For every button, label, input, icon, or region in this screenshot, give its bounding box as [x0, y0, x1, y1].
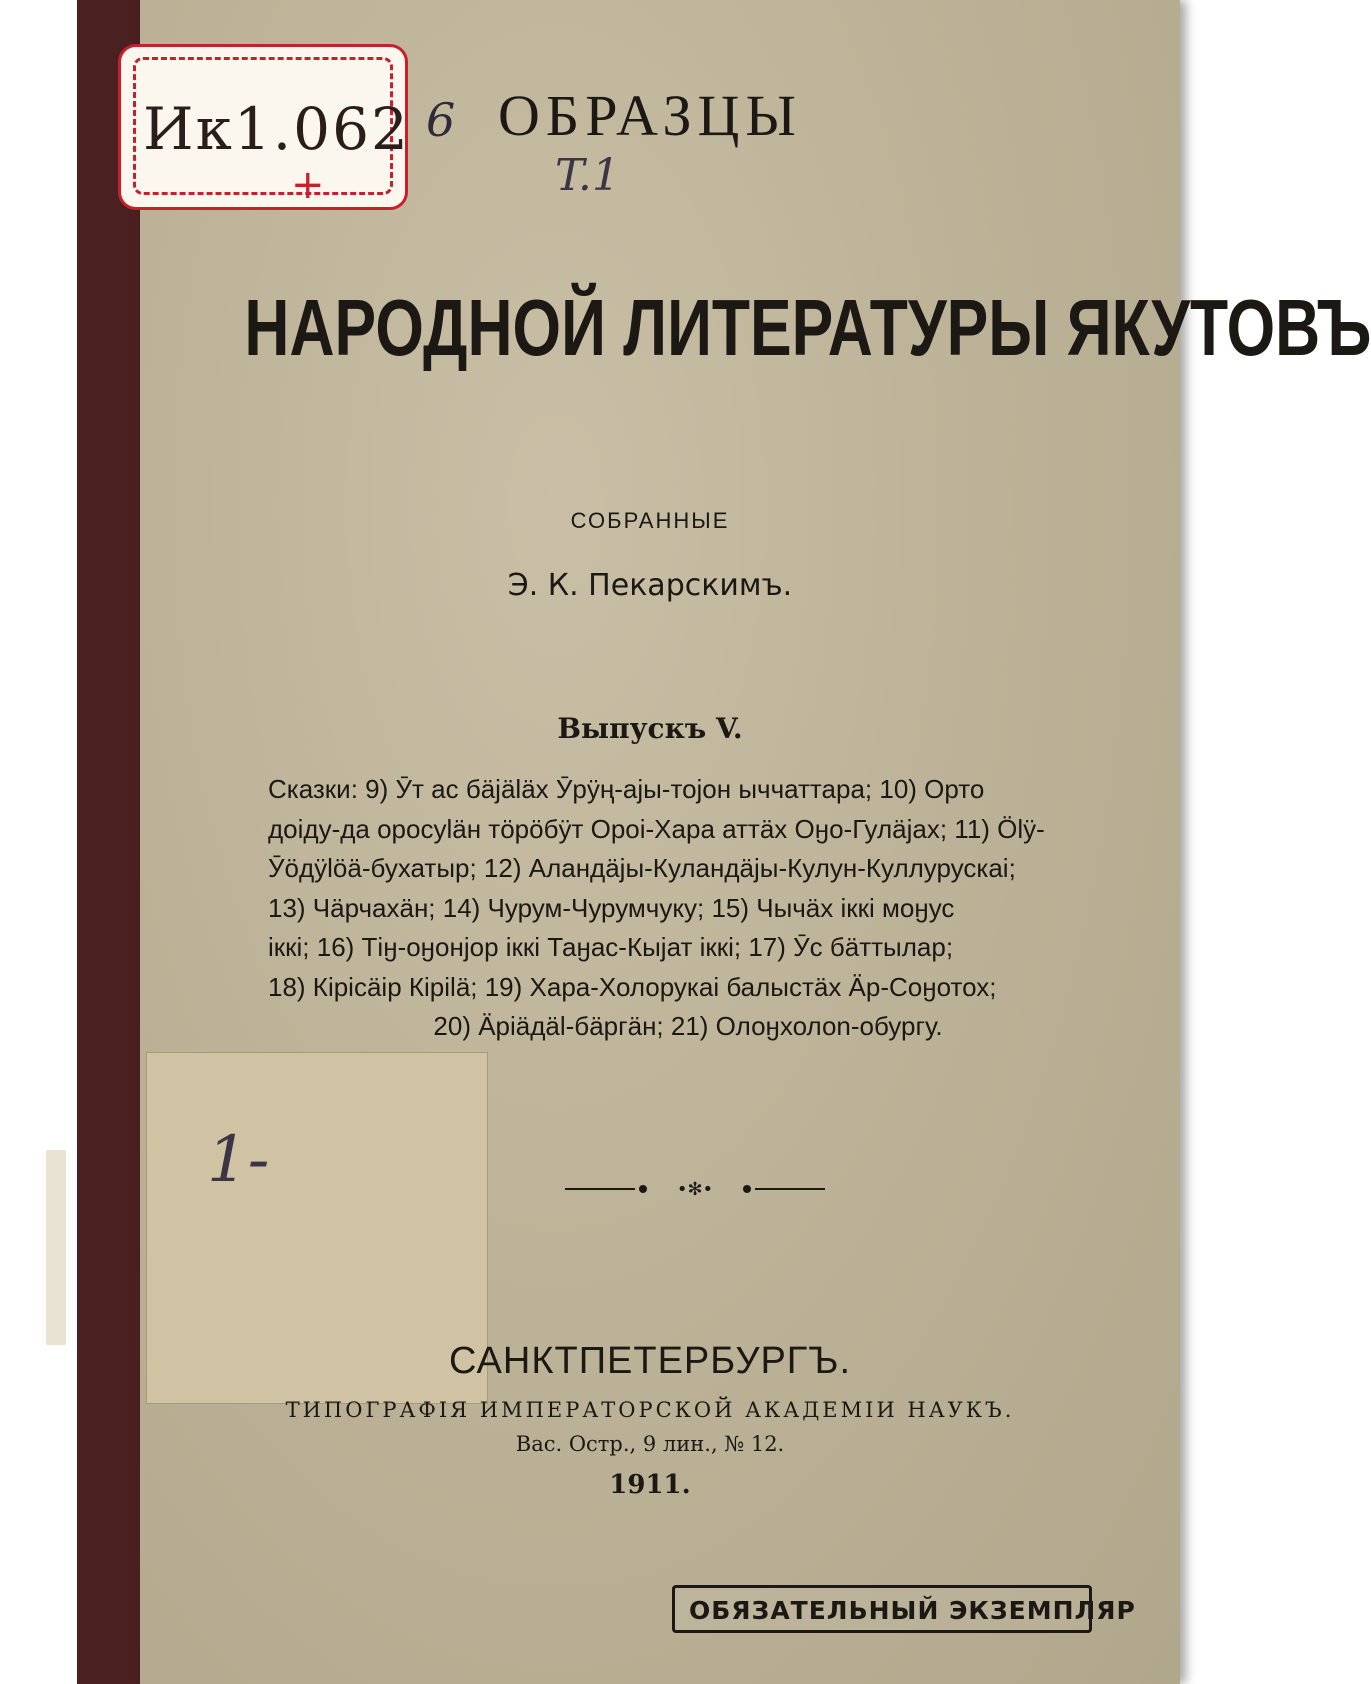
- library-tag-handwriting: 1-: [207, 1123, 270, 1197]
- page-title: НАРОДНОЙ ЛИТЕРАТУРЫ ЯКУТОВЪ: [244, 283, 1371, 372]
- contents-list: [268, 770, 1108, 1047]
- printer-name: ТИПОГРАФІЯ ИМПЕРАТОРСКОЙ АКАДЕМІИ НАУКЪ.: [285, 1398, 1015, 1422]
- ornament-divider-icon: [565, 1178, 825, 1200]
- contents-line: 13) Чäрчахäн; 14) Чурум-Чурумчуку; 15) Чычäх iккi моӈус: [268, 892, 955, 923]
- contents-line: Ӯöдÿlöä-бухатыр; 12) Аландäjы-Куландäjы-Кулун-Куллурускаi;: [268, 853, 1016, 883]
- issue-number: Выпускъ V.: [557, 712, 743, 745]
- contents-line: доiду-да оросуläн тöрöбӱт Ороi-Хара аттäх Оӈо-Гулäjах; 11) Ölÿ-: [268, 813, 1045, 844]
- spine-label-sticker: [46, 1150, 66, 1345]
- legal-deposit-stamp: [672, 1585, 1136, 1633]
- contents-line: Сказки: 9) Ӯт ас бäjäläх Ӯрӱң-ajы-тоjон ыччаттара; 10) Орто: [268, 774, 985, 804]
- handwritten-volume-mark: T.1: [555, 150, 620, 201]
- library-stamp-number: Ик1.062: [143, 95, 410, 163]
- contents-line: 20) Äрiäдäl-бäргäн; 21) Олоӈхолоn-обургу.: [433, 1011, 943, 1041]
- title-top: ОБРАЗЦЫ: [498, 83, 802, 148]
- publication-city: САНКТПЕТЕРБУРГЪ.: [448, 1340, 852, 1382]
- library-stamp-handwritten-number: 6: [426, 93, 456, 147]
- cross-mark-icon: +: [291, 162, 325, 208]
- collected-label: СОБРАННЫЕ: [570, 508, 730, 533]
- author-name: Э. К. Пекарскимъ.: [507, 568, 793, 603]
- svg-text:•✻•: •✻•: [676, 1179, 714, 1200]
- contents-line: 18) Кiрiсäiр Кiрilä; 19) Хара-Холорукаi балыстäх Äр-Соӈотох;: [268, 971, 997, 1002]
- printer-address: Вас. Остр., 9 лин., № 12.: [515, 1432, 785, 1456]
- publication-year: 1911.: [609, 1470, 691, 1500]
- contents-line: iккi; 16) Тiӈ-оӈонjор iккi Таӈас-Кыjат iккi; 17) Ӯс бäттылар;: [268, 932, 954, 962]
- legal-deposit-stamp-text: ОБЯЗАТЕЛЬНЫЙ ЭКЗЕМПЛЯР: [689, 1596, 1136, 1625]
